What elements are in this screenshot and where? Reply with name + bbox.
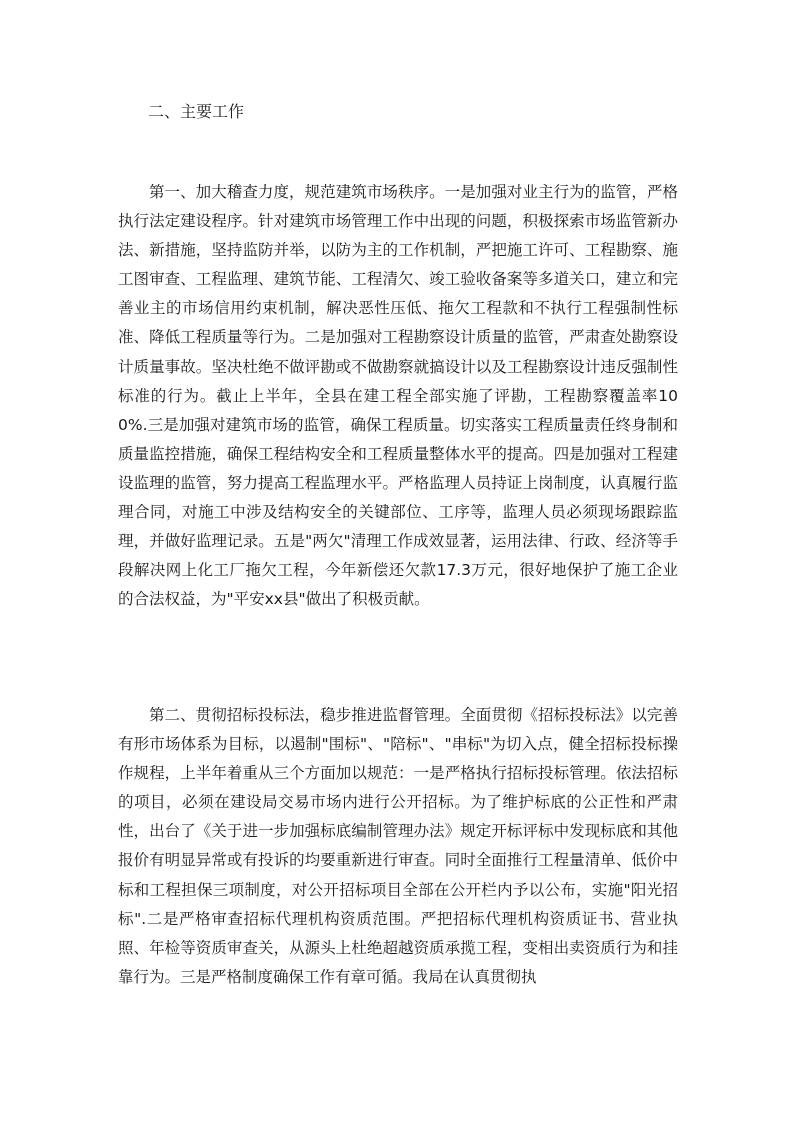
paragraph-first: 第一、加大稽查力度，规范建筑市场秩序。一是加强对业主行为的监管，严格执行法定建设程序。针对建筑市场管理工作中出现的问题，积极探索市场监管新办法、新措施，坚持监防并举，以防为主的工作机制，严把施工许可、工程勘察、施工图审查、工程监理、建筑节能、工程清欠、竣工验收备案等多道关口，建立和完善业主的市场信用约束机制，解决恶性压低、拖欠工程款和不执行工程强制性标准、降低工程质量等行为。二是加强对工程勘察设计质量的监管，严肃查处勘察设计质量事故。坚决杜绝不做评勘或不做勘察就搞设计以及工程勘察设计违反强制性标准的行为。截止上半年，全县在建工程全部实施了评勘，工程勘察覆盖率100%.三是加强对建筑市场的监管，确保工程质量。切实落实工程质量责任终身制和质量监控措施，确保工程结构安全和工程质量整体水平的提高。四是加强对工程建设监理的监管，努力提高工程监理水平。严格监理人员持证上岗制度，认真履行监理合同，对施工中涉及结构安全的关键部位、工序等，监理人员必须现场跟踪监理，并做好监理记录。五是"两欠"清理工作成效显著，运用法律、行政、经济等手段解决网上化工厂拖欠工程，今年新偿还欠款17.3万元，很好地保护了施工企业的合法权益，为"平安xx县"做出了积极贡献。 (118, 183, 678, 609)
section-heading: 二、主要工作 (148, 102, 245, 121)
paragraph-second: 第二、贯彻招标投标法，稳步推进监督管理。全面贯彻《招标投标法》以完善有形市场体系为目标，以遏制"围标"、"陪标"、"串标"为切入点，健全招标投标操作规程，上半年着重从三个方面加以规范：一是严格执行招标投标管理。依法招标的项目，必须在建设局交易市场内进行公开招标。为了维护标底的公正性和严肃性，出台了《关于进一步加强标底编制管理办法》规定开标评标中发现标底和其他报价有明显异常或有投诉的均要重新进行审查。同时全面推行工程量清单、低价中标和工程担保三项制度，对公开招标项目全部在公开栏内予以公布，实施"阳光招标".二是严格审查招标代理机构资质范围。严把招标代理机构资质证书、营业执照、年检等资质审查关，从源头上杜绝超越资质承揽工程，变相出卖资质行为和挂靠行为。三是严格制度确保工作有章可循。我局在认真贯彻执 (118, 706, 678, 986)
